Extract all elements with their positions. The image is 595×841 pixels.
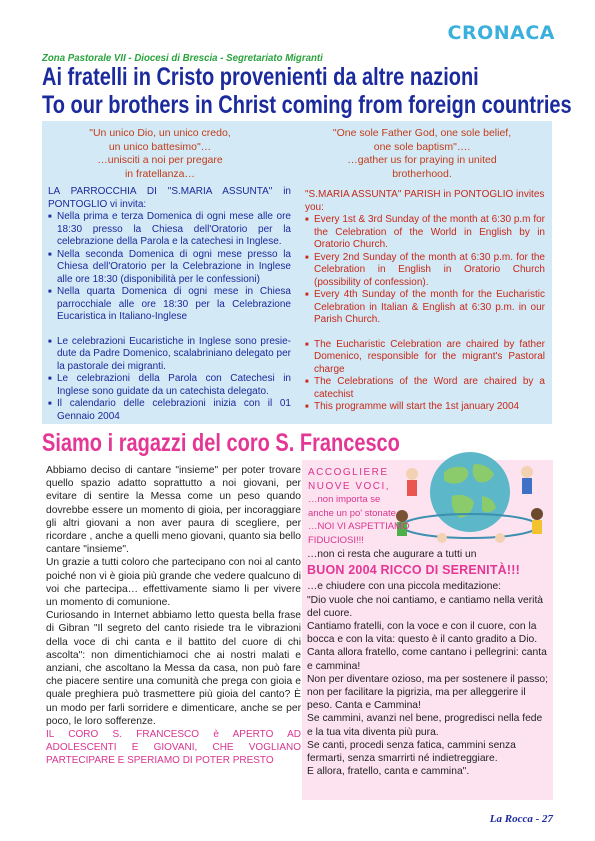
english-intro: "S.MARIA ASSUNTA" PARISH in PONTOGLIO invites you: bbox=[305, 189, 545, 213]
list-item: ■ Le celebrazioni della Parola con Catechesi in Inglese sono guidate da un catechista delegato. bbox=[48, 373, 291, 398]
italian-notes-list bbox=[48, 336, 291, 424]
italian-schedule-list bbox=[48, 211, 291, 324]
meditation-line: Non per diventare ozioso, ma per sostenere il passo; non per facilitare la pigrizia, ma per alleggerire il peso. Canta e Cammina! bbox=[307, 673, 548, 712]
quote-line: "One sole Father God, one sole belief, bbox=[332, 127, 512, 139]
quote-line: "Un unico Dio, un unico credo, bbox=[89, 127, 231, 139]
list-item: ■ Il calendario delle celebrazioni inizia con il 01 Gennaio 2004 bbox=[48, 398, 291, 423]
quote-line: …unisciti a noi per pregare bbox=[97, 154, 223, 166]
meditation-line: Se canti, procedi senza fatica, cammini senza fermarti, senza smarrirti né indietreggiare. bbox=[307, 739, 516, 765]
italian-intro: LA PARROCCHIA DI "S.MARIA ASSUNTA" in PONTOGLIO vi invita: bbox=[48, 186, 291, 210]
list-item: ■ Every 1st & 3rd Sunday of the month at 6:30 p.m for the Celebration of the World in English by in Oratorio Church. bbox=[305, 214, 545, 252]
greeting-headline: BUON 2004 RICCO DI SERENITÀ!!! bbox=[307, 563, 520, 578]
quote-english bbox=[312, 127, 532, 181]
quote-line: brotherhood. bbox=[392, 167, 452, 180]
welcome-line: NUOVE VOCI, bbox=[308, 480, 391, 492]
list-item: ■ This programme will start the 1st january 2004 bbox=[305, 401, 545, 414]
page-footer: La Rocca - 27 bbox=[489, 813, 553, 825]
list-item: ■ Le celebrazioni Eucaristiche in Inglese sono presie-dute da Padre Domenico, scalabriniano delegato per la pastorale dei migranti. bbox=[48, 336, 291, 374]
quote-line: in fratellanza… bbox=[124, 167, 196, 180]
list-item: ■ The Celebrations of the Word are chaired by a catechist bbox=[305, 376, 545, 401]
meditation-opening: "Dio vuole che noi cantiamo, e cantiamo nella verità del cuore. bbox=[307, 594, 544, 619]
title-english: To our brothers in Christ coming from foreign countries bbox=[42, 91, 572, 119]
quote-italian bbox=[60, 127, 260, 181]
english-notes-list bbox=[305, 339, 545, 414]
list-item: ■ Every 4th Sunday of the month for the Eucharistic Celebration in Italian & English at 6:30 p.m. in our Parish Church. bbox=[305, 289, 545, 327]
italian-column bbox=[48, 186, 291, 423]
english-schedule-list bbox=[305, 214, 545, 327]
welcome-line: FIDUCIOSI!!! bbox=[308, 534, 364, 546]
coro-right-text bbox=[307, 548, 550, 778]
quote-line: …gather us for praying in united bbox=[347, 154, 497, 166]
caps-paragraph: IL CORO S. FRANCESCO è APERTO AD ADOLESCENTI E GIOVANI, CHE VOGLIANO PARTECIPARE E SPERIAMO DI POTER PRESTO bbox=[46, 729, 301, 767]
list-item: ■ Nella prima e terza Domenica di ogni mese alle ore 18:30 presso la Chiesa dell'Oratorio per la celebrazione della Parola e la catechesi in Inglese. bbox=[48, 211, 291, 249]
meditation-line: Cantiamo fratelli, con la voce e con il cuore, con la bocca e con la vita: questo è il canto gradito a Dio. Canta allora fratello, come cantano i pellegrini: canta e cammina! bbox=[307, 621, 547, 672]
meditation-line: Se cammini, avanzi nel bene, progredisci nella fede e la tua vita diventa più pura. bbox=[307, 713, 543, 738]
welcome-line: …NOI VI ASPETTIAMO bbox=[308, 521, 410, 532]
list-item: ■ Nella quarta Domenica di ogni mese in Chiesa parrocchiale alle ore 18:30 per la Celebrazione Eucaristica in Italiano-Inglese bbox=[48, 286, 291, 324]
title-italian: Ai fratelli in Cristo provenienti da altre nazioni bbox=[42, 63, 479, 91]
english-column bbox=[305, 189, 545, 414]
list-item: ■ Every 2nd Sunday of the month at 6:30 p.m. for the Celebration in English in Oratorio Church (possibility of confession). bbox=[305, 252, 545, 290]
section-label: CRONACA bbox=[447, 22, 555, 44]
list-item: ■ The Eucharistic Celebration are chaired by father Domenico, responsible for the migrant's Pastoral charge bbox=[305, 339, 545, 377]
list-item: ■ Nella seconda Domenica di ogni mese presso la Chiesa dell'Oratorio per la Celebrazione in Inglese alle ore 18:30 (disponibilità per le confessioni) bbox=[48, 249, 291, 287]
quote-line: un unico battesimo"… bbox=[108, 140, 212, 153]
coro-left-text bbox=[46, 464, 301, 768]
paragraph: Abbiamo deciso di cantare "insieme" per poter trovare quello spazio adatto soprattutto a noi giovani, per evitare di sentire la Messa come un peso quando dovrebbe essere un momento di gioia, per incoraggiare gli altri giovani a non aver paura di scegliere, per ricordare , anche a quelli meno giovani, quanto sia bello cantare "insieme". bbox=[46, 465, 301, 556]
kicker: Zona Pastorale VII - Diocesi di Brescia - Segretariato Migranti bbox=[42, 52, 323, 64]
right-intro: …non ci resta che augurare a tutti un bbox=[307, 549, 477, 560]
meditation-line: E allora, fratello, canta e cammina". bbox=[307, 766, 470, 778]
right-after: …e chiudere con una piccola meditazione: bbox=[307, 581, 502, 593]
welcome-text bbox=[308, 466, 409, 547]
paragraph: Un grazie a tutti coloro che partecipano con noi al canto poiché non vi è gioia più grande che vedere qualcuno di voi che partecipa… effettivamente siamo li per vivere un momento di comunione. bbox=[46, 557, 301, 609]
welcome-line: ACCOGLIERE bbox=[308, 467, 389, 478]
coro-title: Siamo i ragazzi del coro S. Francesco bbox=[42, 429, 400, 457]
welcome-line: …non importa se bbox=[308, 494, 381, 505]
welcome-line: anche un po' stonate bbox=[308, 507, 396, 519]
quote-line: one sole baptism"…. bbox=[373, 140, 471, 153]
paragraph: Curiosando in Internet abbiamo letto questa bella frase di Gibran "Il segreto del canto risiede tra le vibrazioni della voce di chi canta e il battito del cuore di chi ascolta": non dimentichiamoci che ai nostri malati e anziani, che ascoltano la Messa da casa, non può fare che piacere sentire una comunità che prega con gioia e quale preghiera può trasmettere più gioia del canto? È un modo per farli sorridere e dimenticare, anche se per poco, le loro sofferenze. bbox=[46, 610, 301, 727]
